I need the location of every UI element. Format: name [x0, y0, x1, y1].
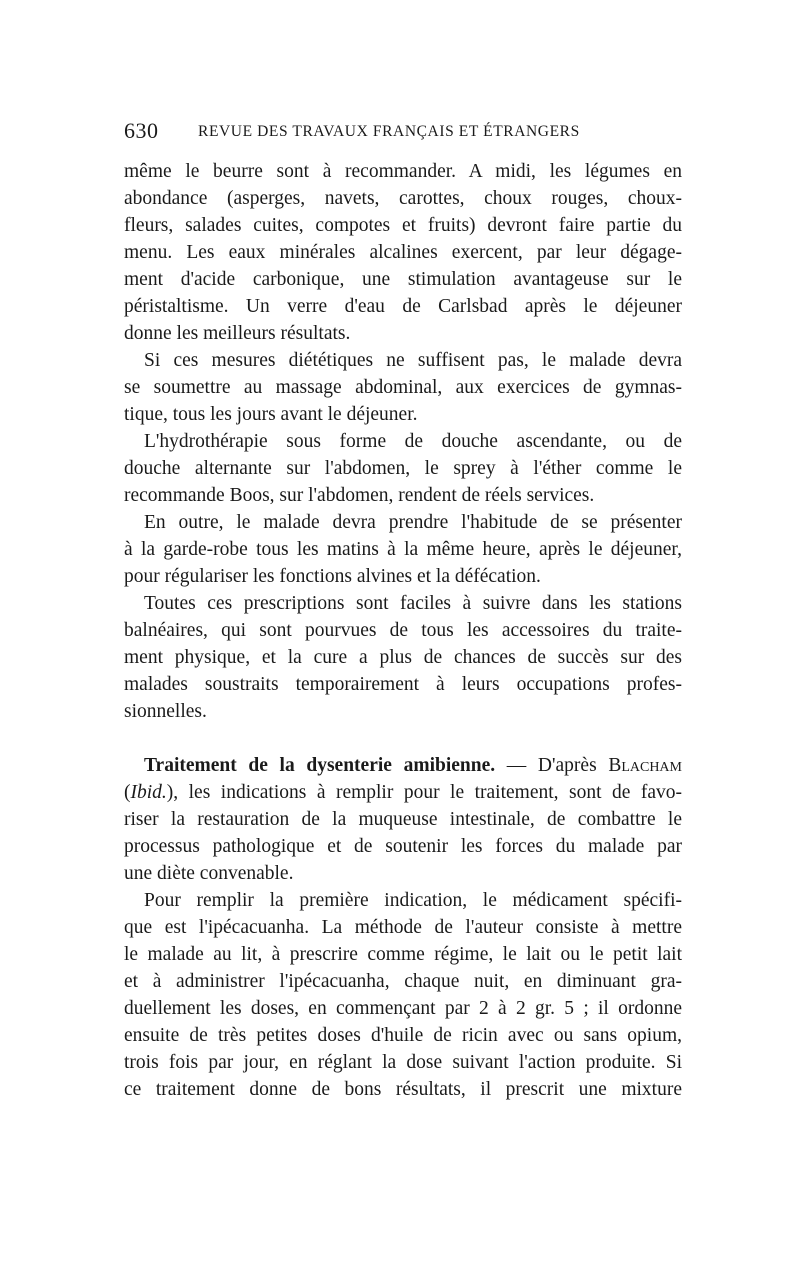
text-line: pour régulariser les fonctions alvines et la défécation.: [124, 566, 541, 587]
text-line: que est l'ipécacuanha. La méthode de l'auteur consiste à mettre: [124, 917, 682, 938]
text-line: L'hydrothérapie sous forme de douche ascendante, ou de: [144, 431, 682, 452]
heading-dash: — D'après: [495, 755, 609, 776]
text-line: processus pathologique et de soutenir les forces du malade par: [124, 836, 682, 857]
text-line: ensuite de très petites doses d'huile de ricin avec ou sans opium,: [124, 1025, 682, 1046]
text-line: balnéaires, qui sont pourvues de tous les accessoires du traite-: [124, 620, 682, 641]
text-line: riser la restauration de la muqueuse intestinale, de combattre le: [124, 809, 682, 830]
text-line: Pour remplir la première indication, le médicament spécifi-: [144, 890, 682, 911]
text-line: fleurs, salades cuites, compotes et fruits) devront faire partie du: [124, 215, 682, 236]
text-line: et à administrer l'ipécacuanha, chaque nuit, en diminuant gra-: [124, 971, 682, 992]
section-heading: Traitement de la dysenterie amibienne.: [144, 755, 496, 776]
text-line: tique, tous les jours avant le déjeuner.: [124, 404, 418, 425]
text-line: duellement les doses, en commençant par 2 à 2 gr. 5 ; il ordonne: [124, 998, 682, 1019]
text-line: recommande Boos, sur l'abdomen, rendent de réels services.: [124, 485, 595, 506]
text-line: sionnelles.: [124, 701, 207, 722]
line-continuation: ), les indications à remplir pour le traitement, sont de favo-: [166, 782, 682, 803]
text-line: (Ibid.), les indications à remplir pour le traitement, sont de favo-: [124, 782, 682, 803]
text-line: Si ces mesures diététiques ne suffisent pas, le malade devra: [144, 350, 682, 371]
page-number: 630: [124, 118, 159, 143]
text-line: Toutes ces prescriptions sont faciles à suivre dans les stations: [144, 593, 682, 614]
text-line: à la garde-robe tous les matins à la même heure, après le déjeuner,: [124, 539, 682, 560]
text-line: une diète convenable.: [124, 863, 294, 884]
text-line: ce traitement donne de bons résultats, il prescrit une mixture: [124, 1079, 682, 1100]
running-title: REVUE DES TRAVAUX FRANÇAIS ET ÉTRANGERS: [198, 123, 580, 140]
text-line: se soumettre au massage abdominal, aux exercices de gymnas-: [124, 377, 682, 398]
text-line: ment d'acide carbonique, une stimulation avantageuse sur le: [124, 269, 682, 290]
text-line: même le beurre sont à recommander. A midi, les légumes en: [124, 161, 682, 182]
text-line: donne les meilleurs résultats.: [124, 323, 351, 344]
author-name: Blacham: [608, 755, 682, 776]
text-line: trois fois par jour, en réglant la dose suivant l'action produite. Si: [124, 1052, 682, 1073]
text-line: ment physique, et la cure a plus de chances de succès sur des: [124, 647, 682, 668]
ibid-reference: Ibid.: [130, 782, 167, 803]
text-line: péristaltisme. Un verre d'eau de Carlsbad après le déjeuner: [124, 296, 682, 317]
text-line: malades soustraits temporairement à leurs occupations profes-: [124, 674, 682, 695]
section-heading-line: [124, 753, 682, 781]
text-line: menu. Les eaux minérales alcalines exercent, par leur dégage-: [124, 242, 682, 263]
text-line: douche alternante sur l'abdomen, le sprey à l'éther comme le: [124, 458, 682, 479]
text-line: le malade au lit, à prescrire comme régime, le lait ou le petit lait: [124, 944, 682, 965]
text-line: abondance (asperges, navets, carottes, choux rouges, choux-: [124, 188, 682, 209]
running-header: [124, 118, 680, 148]
text-line: En outre, le malade devra prendre l'habitude de se présenter: [144, 512, 682, 533]
